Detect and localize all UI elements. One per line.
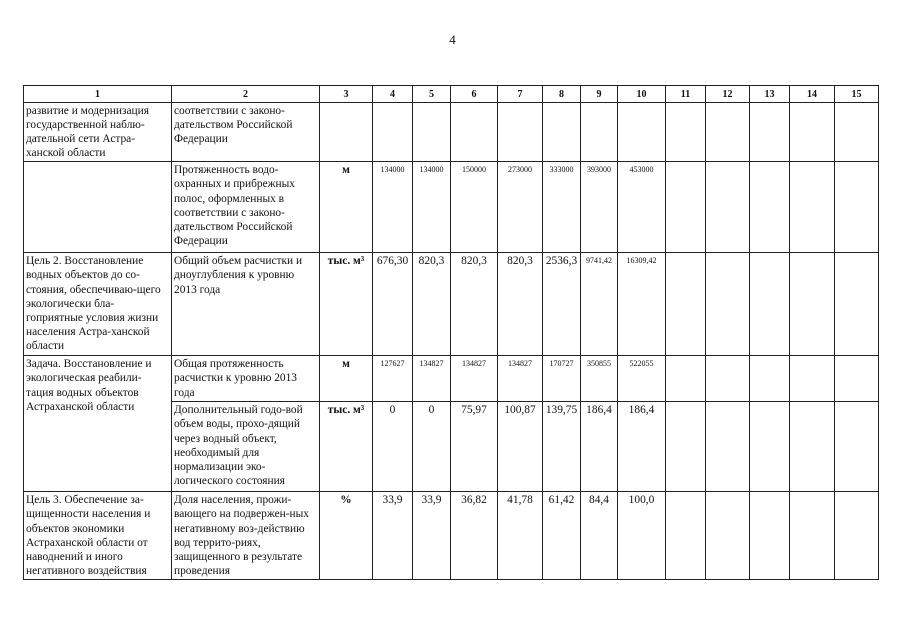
empty-cell xyxy=(706,356,750,402)
value-cell: 33,9 xyxy=(373,492,413,580)
header-cell: 15 xyxy=(835,86,879,103)
empty-cell xyxy=(790,492,835,580)
value-cell: 33,9 xyxy=(413,492,451,580)
indicator-cell: Доля населения, прожи-вающего на подвержен-ных негативному воз-действию вод террито-риях, защищенного в результате проведения xyxy=(172,492,320,580)
empty-cell xyxy=(835,253,879,356)
empty-cell xyxy=(790,103,835,162)
value-cell: 350855 xyxy=(581,356,618,402)
empty-cell xyxy=(835,103,879,162)
empty-cell xyxy=(750,103,790,162)
unit-cell: м xyxy=(320,162,373,253)
empty-cell xyxy=(666,356,706,402)
value-cell: 186,4 xyxy=(618,402,666,492)
value-cell: 820,3 xyxy=(498,253,543,356)
empty-cell xyxy=(835,492,879,580)
value-cell: 0 xyxy=(413,402,451,492)
value-cell: 139,75 xyxy=(543,402,581,492)
indicator-cell: Общий объем расчистки и дноуглубления к уровню 2013 года xyxy=(172,253,320,356)
header-cell: 7 xyxy=(498,86,543,103)
value-cell: 134000 xyxy=(413,162,451,253)
value-cell: 75,97 xyxy=(451,402,498,492)
value-cell: 127627 xyxy=(373,356,413,402)
value-cell: 150000 xyxy=(451,162,498,253)
header-cell: 8 xyxy=(543,86,581,103)
table-row xyxy=(24,162,879,253)
goal-cell: Цель 2. Восстановление водных объектов до со-стояния, обеспечиваю-щего экологически бла-гоприятные условия жизни населения Астра-ханской области xyxy=(24,253,172,356)
indicator-cell: Общая протяженность расчистки к уровню 2013 года xyxy=(172,356,320,402)
header-cell: 2 xyxy=(172,86,320,103)
indicator-cell: Протяженность водо-охранных и прибрежных полос, оформленных в соответствии с законо-дательством Российской Федерации xyxy=(172,162,320,253)
indicators-table xyxy=(23,85,879,580)
header-cell: 4 xyxy=(373,86,413,103)
empty-cell xyxy=(666,253,706,356)
indicator-cell: соответствии с законо-дательством Российской Федерации xyxy=(172,103,320,162)
unit-cell: % xyxy=(320,492,373,580)
unit-cell: тыс. м³ xyxy=(320,402,373,492)
empty-cell xyxy=(790,253,835,356)
value-cell: 820,3 xyxy=(451,253,498,356)
header-cell: 13 xyxy=(750,86,790,103)
empty-cell xyxy=(790,162,835,253)
header-cell: 14 xyxy=(790,86,835,103)
value-cell xyxy=(581,103,618,162)
table-row xyxy=(24,356,879,402)
value-cell: 100,0 xyxy=(618,492,666,580)
value-cell: 522055 xyxy=(618,356,666,402)
empty-cell xyxy=(750,253,790,356)
page-number: 4 xyxy=(449,32,456,47)
value-cell: 393000 xyxy=(581,162,618,253)
empty-cell xyxy=(666,492,706,580)
value-cell: 36,82 xyxy=(451,492,498,580)
value-cell: 84,4 xyxy=(581,492,618,580)
value-cell: 61,42 xyxy=(543,492,581,580)
value-cell: 273000 xyxy=(498,162,543,253)
value-cell xyxy=(498,103,543,162)
empty-cell xyxy=(750,162,790,253)
value-cell: 9741,42 xyxy=(581,253,618,356)
empty-cell xyxy=(750,356,790,402)
value-cell xyxy=(618,103,666,162)
header-cell: 1 xyxy=(24,86,172,103)
goal-cell: развитие и модернизация государственной наблю-дательной сети Астра-ханской области xyxy=(24,103,172,162)
value-cell: 453000 xyxy=(618,162,666,253)
value-cell: 170727 xyxy=(543,356,581,402)
table-row xyxy=(24,103,879,162)
value-cell: 186,4 xyxy=(581,402,618,492)
goal-cell: Цель 3. Обеспечение за-щищенности населения и объектов экономики Астраханской области от наводнений и иного негативного воздействия xyxy=(24,492,172,580)
header-cell: 3 xyxy=(320,86,373,103)
empty-cell xyxy=(835,402,879,492)
value-cell xyxy=(543,103,581,162)
empty-cell xyxy=(750,402,790,492)
value-cell xyxy=(373,103,413,162)
value-cell xyxy=(451,103,498,162)
value-cell: 333000 xyxy=(543,162,581,253)
empty-cell xyxy=(790,402,835,492)
empty-cell xyxy=(790,356,835,402)
value-cell: 134827 xyxy=(498,356,543,402)
empty-cell xyxy=(835,356,879,402)
value-cell xyxy=(413,103,451,162)
indicator-cell: Дополнительный годо-вой объем воды, прохо-дящий через водный объект, необходимый для нормализации эко-логического состояния xyxy=(172,402,320,492)
table-row xyxy=(24,492,879,580)
value-cell: 134827 xyxy=(413,356,451,402)
header-cell: 9 xyxy=(581,86,618,103)
value-cell: 820,3 xyxy=(413,253,451,356)
value-cell: 100,87 xyxy=(498,402,543,492)
empty-cell xyxy=(666,103,706,162)
value-cell: 676,30 xyxy=(373,253,413,356)
empty-cell xyxy=(666,162,706,253)
empty-cell xyxy=(706,402,750,492)
task-cell: Задача. Восстановление и экологическая реабили-тация водных объектов Астраханской области xyxy=(24,356,172,492)
value-cell: 2536,3 xyxy=(543,253,581,356)
empty-cell xyxy=(706,103,750,162)
value-cell: 134827 xyxy=(451,356,498,402)
empty-cell xyxy=(706,492,750,580)
empty-cell xyxy=(750,492,790,580)
value-cell: 134000 xyxy=(373,162,413,253)
header-cell: 10 xyxy=(618,86,666,103)
empty-cell xyxy=(706,162,750,253)
empty-cell xyxy=(835,162,879,253)
unit-cell xyxy=(320,103,373,162)
table-row xyxy=(24,253,879,356)
value-cell: 41,78 xyxy=(498,492,543,580)
header-cell: 6 xyxy=(451,86,498,103)
value-cell: 16309,42 xyxy=(618,253,666,356)
value-cell: 0 xyxy=(373,402,413,492)
header-row xyxy=(24,86,879,103)
header-cell: 12 xyxy=(706,86,750,103)
header-cell: 5 xyxy=(413,86,451,103)
header-cell: 11 xyxy=(666,86,706,103)
empty-cell xyxy=(666,402,706,492)
goal-cell xyxy=(24,162,172,253)
unit-cell: тыс. м³ xyxy=(320,253,373,356)
empty-cell xyxy=(706,253,750,356)
unit-cell: м xyxy=(320,356,373,402)
